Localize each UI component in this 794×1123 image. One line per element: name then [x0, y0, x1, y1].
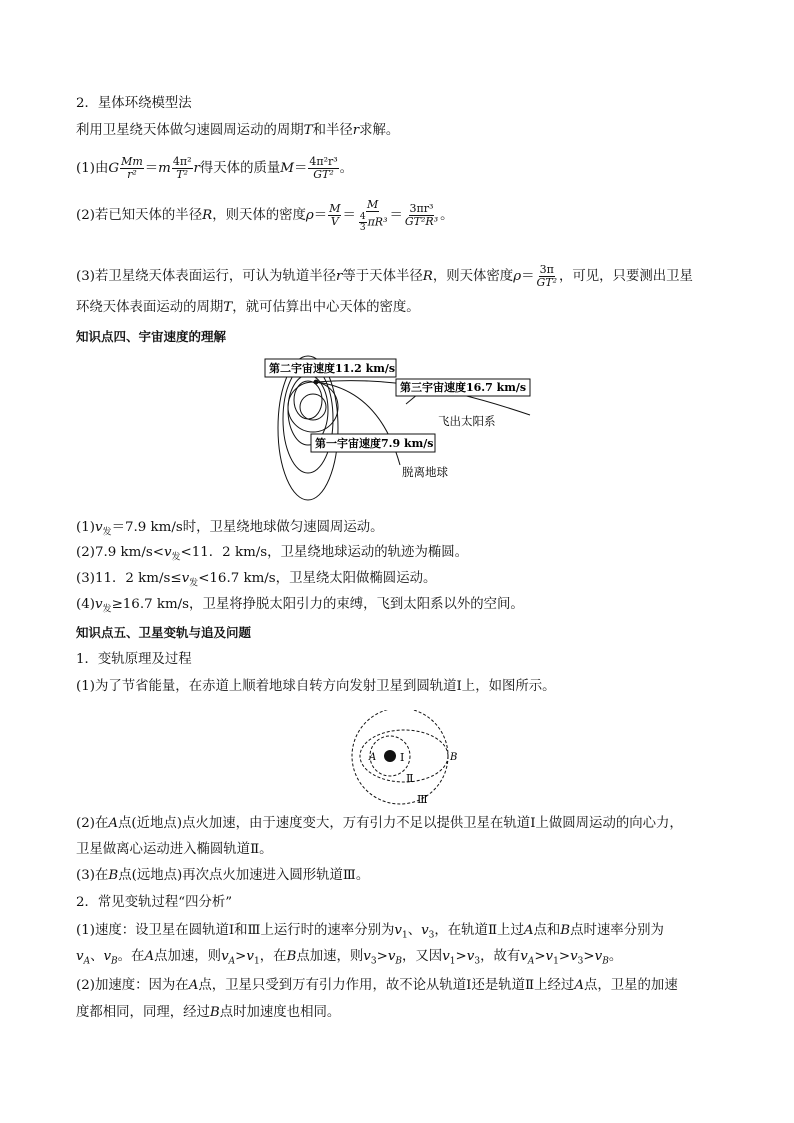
velocity-analysis-line2: $v_A$、$v_B$。在A点加速，则$v_A>v_1$，在B点加速，则$v_3>v_B$，又因$v_1>v_3$，故有$v_A>v_1>v_3>v_B$。: [76, 949, 623, 967]
first-cosmic-orbit: [288, 382, 338, 432]
speed-item-2: (2)7.9 $km/s<v_发<11$．2 km/s，卫星绕地球运动的轨迹为椭圆。: [76, 545, 469, 563]
orbit-transfer-diagram: [340, 710, 465, 810]
label-point-B: B: [450, 752, 458, 763]
label-orbit-II: Ⅱ: [406, 772, 414, 785]
label-point-A: A: [369, 752, 377, 763]
launch-point: [314, 380, 319, 385]
section-title-orbit-model: 2．星体环绕模型法: [76, 96, 192, 111]
formula-mass: (1)由G $\frac{Mm}{\text{r²}}$ ＝m $\frac{\text{4π²}}{\text{T²}}$ r得天体的质量M＝ $\frac{\text{4π²r³}}{\text{GT²}}$ 。: [76, 155, 354, 181]
orbit-change-step-2-line2: 卫星做离心运动进入椭圆轨道Ⅱ。: [76, 842, 273, 857]
orbit-change-step-2: (2)在A点(近地点)点火加速，由于速度变大，万有引力不足以提供卫星在轨道Ⅰ上做圆周运动的向心力，: [76, 816, 683, 831]
orbit-ellipse-4: [278, 356, 338, 500]
formula-density: (2)若已知天体的半径R，则天体的密度ρ＝ $\frac{M}{V}$ ＝ M $\frac{4}{3}$ πR³ ＝ $\frac{\text{3πr³}}{\text{GT²R³}}$ 。: [76, 197, 454, 233]
speed-item-4: $(4)v_发\ge 16.7$ km/s，卫星将挣脱太阳引力的束缚，飞到太阳系以外的空间。: [76, 597, 524, 615]
subsection-four-analyses: 2．常见变轨过程“四分析”: [76, 895, 233, 910]
orbit-change-step-1: (1)为了节省能量，在赤道上顺着地球自转方向发射卫星到圆轨道Ⅰ上，如图所示。: [76, 679, 556, 694]
label-second-cosmic-velocity: 第二宇宙速度11.2 km/s: [269, 362, 396, 375]
label-escape-earth: 脱离地球: [402, 465, 448, 479]
subsection-orbit-change: 1．变轨原理及过程: [76, 652, 192, 667]
velocity-analysis-line1: (1)速度：设卫星在圆轨道Ⅰ和Ⅲ上运行时的速率分别为$v_1$、$v_3$，在轨道Ⅱ上过A点和B点时速率分别为: [76, 923, 664, 941]
formula-surface-density-line2: 环绕天体表面运动的周期T，就可估算出中心天体的密度。: [76, 300, 420, 315]
label-orbit-III: Ⅲ: [417, 793, 428, 806]
orbit-model-intro: 利用卫星绕天体做匀速圆周运动的周期T和半径r求解。: [76, 123, 400, 138]
formula-surface-density: (3)若卫星绕天体表面运行，可认为轨道半径r等于天体半径R，则天体密度ρ＝ $\frac{3\pi}{\text{GT²}}$ ，可见，只要测出卫星: [76, 263, 693, 289]
cosmic-velocity-diagram: [262, 355, 534, 505]
earth: [300, 394, 326, 420]
orbit-change-step-3: (3)在B点(远地点)再次点火加速进入圆形轨道Ⅲ。: [76, 868, 370, 883]
kp5-title: 知识点五、卫星变轨与追及问题: [76, 625, 252, 640]
acceleration-analysis-line1: (2)加速度：因为在A点，卫星只受到万有引力作用，故不论从轨道Ⅰ还是轨道Ⅱ上经过A点，卫星的加速: [76, 978, 678, 993]
label-fly-out-solar-system: 飞出太阳系: [438, 414, 496, 428]
escape-earth-path: [316, 382, 400, 465]
acceleration-analysis-line2: 度都相同，同理，经过B点时加速度也相同。: [76, 1005, 341, 1020]
label-orbit-I: Ⅰ: [400, 751, 405, 764]
label-first-cosmic-velocity: 第一宇宙速度7.9 km/s: [315, 437, 434, 450]
label-third-cosmic-velocity: 第三宇宙速度16.7 km/s: [400, 381, 527, 394]
earth-dot: [384, 750, 396, 762]
kp4-title: 知识点四、宇宙速度的理解: [76, 329, 227, 344]
speed-item-1: $(1)v_发=7.9$ km/s时，卫星绕地球做匀速圆周运动。: [76, 520, 384, 538]
speed-item-3: (3)11．2 $km/s\le v_发<16.7$ km/s，卫星绕太阳做椭圆运动。: [76, 571, 437, 589]
